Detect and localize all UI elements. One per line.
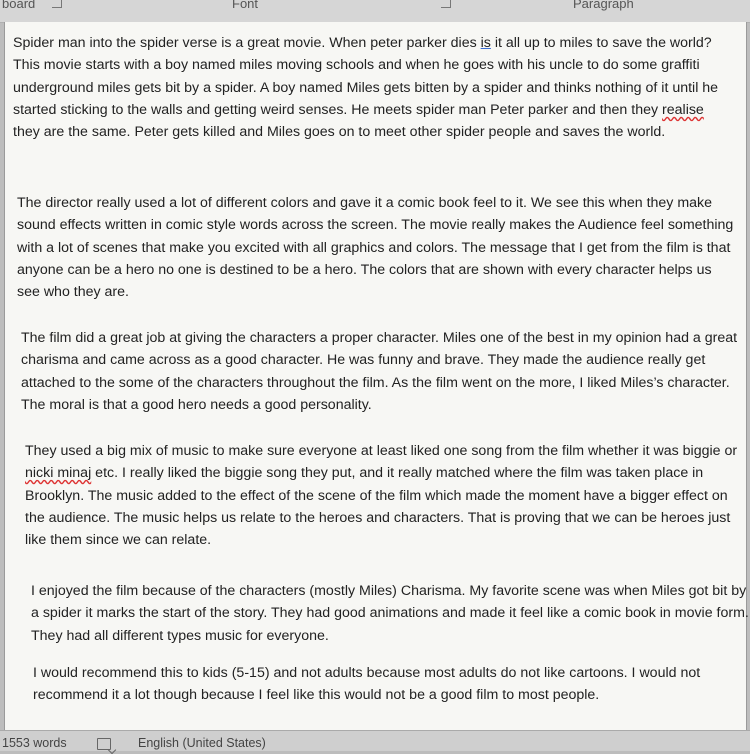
word-count[interactable]: 1553 words [2, 736, 67, 750]
paragraph-3[interactable]: The film did a great job at giving the characters a proper character. Miles one of the best in my opinion had a great charisma and came across as a good character. He was funny and brave. They made the audience really get attached to the some of the characters throughout the film. As the film went on the more, I liked Miles’s character. The moral is that a good hero needs a good personality. [21, 330, 738, 413]
spelling-flag[interactable]: nicki minaj [25, 465, 92, 482]
ribbon [0, 0, 750, 23]
font-launcher-icon[interactable] [441, 0, 451, 8]
clipboard-group-label: board [2, 0, 36, 11]
spelling-flag[interactable]: realise [662, 101, 704, 118]
paragraph-4[interactable]: They used a big mix of music to make sure everyone at least liked one song from the film whether it was biggie or nicki minaj etc. I really liked the biggie song they put, and it really matched where the film was taken place in Brooklyn. The music added to the effect of the scene of the film which made the moment have a bigger effect on the audience. The music helps us relate to the heroes and characters. That is proving that we can be heroes just like them since we can relate. [25, 443, 738, 549]
proofing-book-icon[interactable] [97, 738, 111, 750]
paragraph-5[interactable]: I enjoyed the film because of the characters (mostly Miles) Charisma. My favorite scene was when Miles got bit by a spider it marks the start of the story. They had good animations and made it feel like a comic book in movie form. They had all different types music for everyone. [31, 583, 749, 644]
paragraph-6[interactable]: I would recommend this to kids (5-15) and not adults because most adults do not like cartoons. I would not recommend it a lot though because I feel like this would not be a good film to most people. [33, 665, 701, 704]
paragraph-1[interactable]: Spider man into the spider verse is a great movie. When peter parker dies is it all up to miles to save the world? This movie starts with a boy named miles moving schools and when he goes with his uncle to do some graffiti underground miles gets bit by a spider. A boy named Miles gets bitten by a spider and thinks nothing of it until he started sticking to the walls and getting weird senses. He meets spider man Peter parker and then they realise they are the same. Peter gets killed and Miles goes on to meet other spider people and saves the world. [13, 35, 719, 141]
grammar-flag[interactable]: is [480, 35, 491, 51]
clipboard-launcher-icon[interactable] [52, 0, 62, 8]
document-page[interactable] [4, 22, 747, 730]
paragraph-2[interactable]: The director really used a lot of different colors and gave it a comic book feel to it. We see this when they make sound effects written in comic style words across the screen. The movie really makes the Audience feel something with a lot of scenes that make you excited with all graphics and colors. The message that I get from the film is that anyone can be a hero no one is destined to be a hero. The colors that are shown with every character helps us see who they are. [17, 195, 734, 301]
font-group-label: Font [232, 0, 259, 11]
language-indicator[interactable]: English (United States) [138, 736, 266, 750]
status-bar [0, 730, 750, 751]
paragraph-group-label: Paragraph [573, 0, 634, 11]
